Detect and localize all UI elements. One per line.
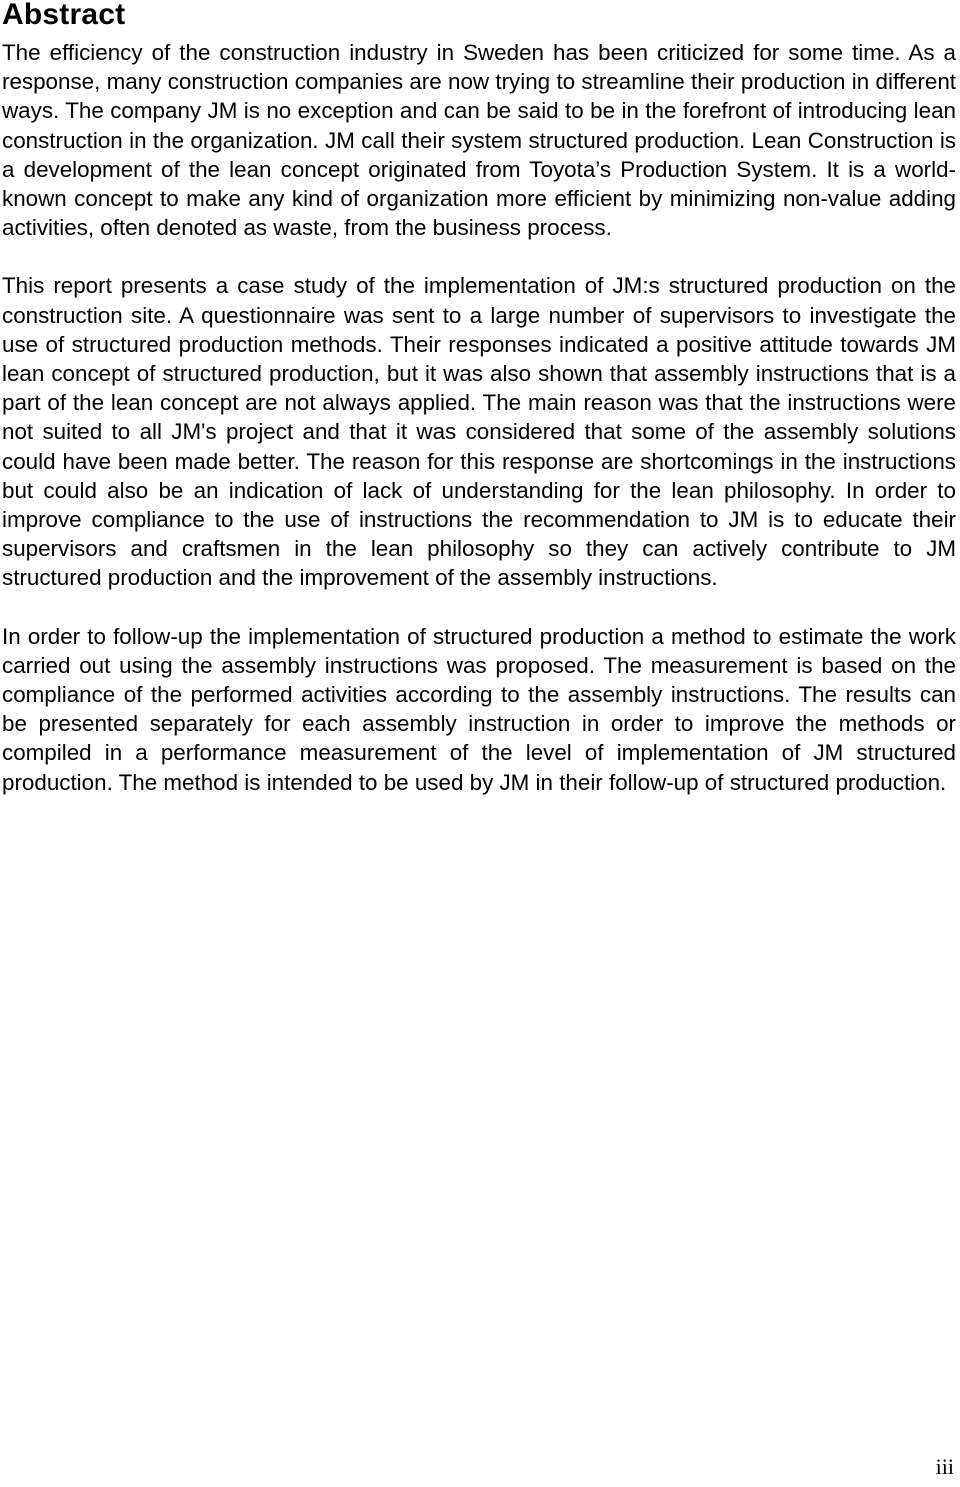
abstract-paragraph-3: In order to follow-up the implementation of structured production a method to estimate the work carried out using the assembly instructions was proposed. The measurement is based on the compliance of the performed activities according to the assembly instructions. The results can be presented separately for each assembly instruction in order to improve the methods or compiled in a performance measurement of the level of implementation of JM structured production. The method is intended to be used by JM in their follow-up of structured production. [2,623,956,795]
abstract-paragraph-2: This report presents a case study of the implementation of JM:s structured production on the construction site. A questionnaire was sent to a large number of supervisors to investigate the use of structured production methods. Their responses indicated a positive attitude towards JM lean concept of structured production, but it was also shown that assembly instructions that is a part of the lean concept are not always applied. The main reason was that the instructions were not suited to all JM's project and that it was considered that some of the assembly solutions could have been made better. The reason for this response are shortcomings in the instructions but could also be an indication of lack of understanding for the lean philosophy. In order to improve compliance to the use of instructions the recommendation to JM is to educate their supervisors and craftsmen in the lean philosophy so they can actively contribute to JM structured production and the improvement of the assembly instructions. [2,273,956,591]
abstract-paragraph-1: The efficiency of the construction industry in Sweden has been criticized for some time. As a response, many construction companies are now trying to streamline their production in different ways. The company JM is no exception and can be said to be in the forefront of introducing lean construction in the organization. JM call their system structured production. Lean Construction is a development of the lean concept originated from Toyota’s Production System. It is a world-known concept to make any kind of organization more efficient by minimizing non-value adding activities, often denoted as waste, from the business process. [2,40,956,241]
document-page [2,0,956,797]
section-heading: Abstract [2,0,126,31]
page-number: iii [935,1454,954,1479]
paragraph-spacer [2,242,956,271]
paragraph-spacer [2,593,956,622]
